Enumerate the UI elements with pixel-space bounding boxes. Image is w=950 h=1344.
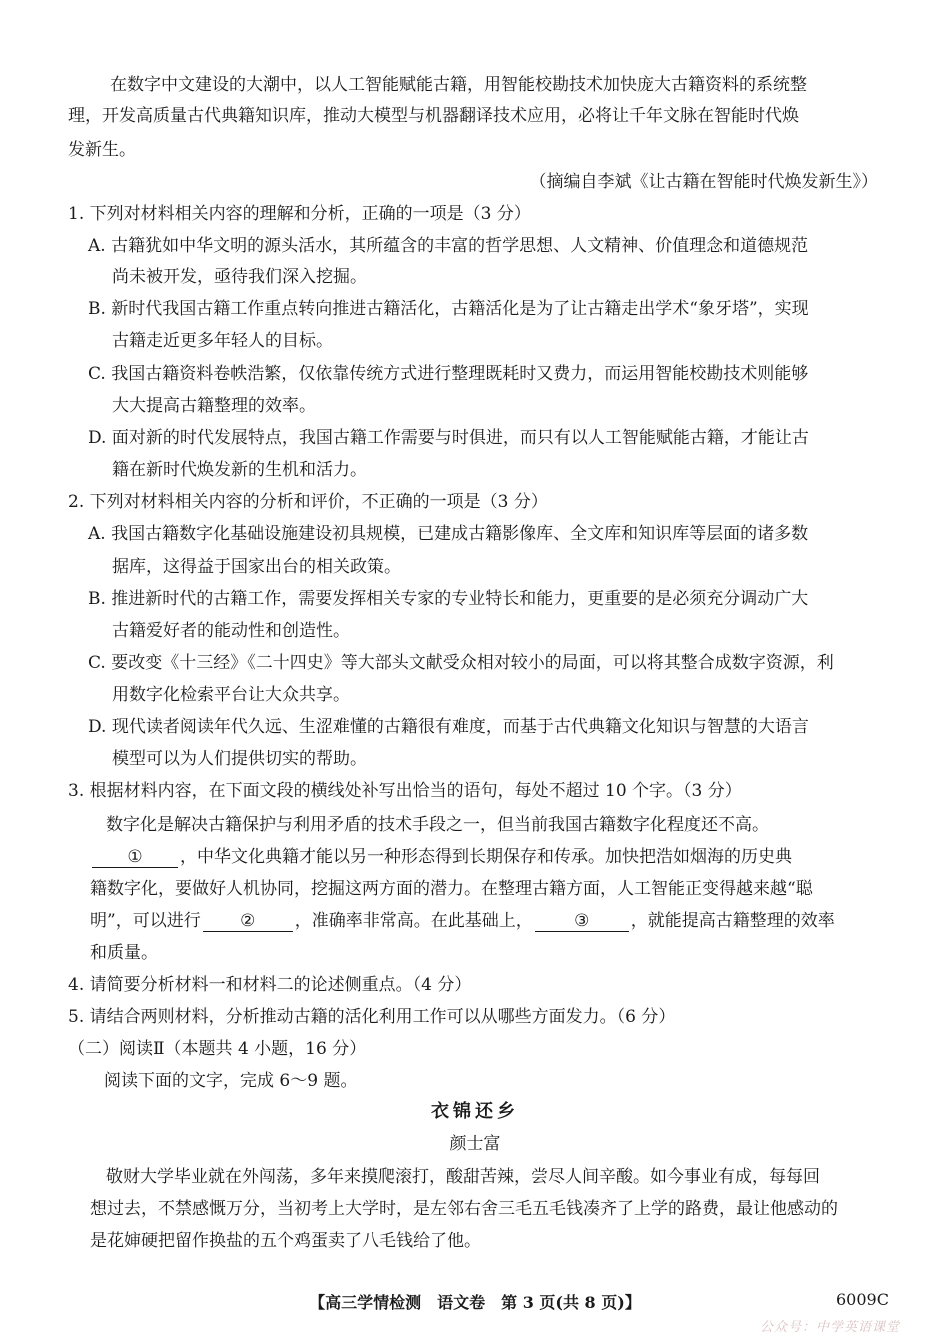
q2-option-b-line-1: B. 推进新时代的古籍工作，需要发挥相关专家的专业特长和能力，更重要的是必须充分调动广大 [88, 589, 809, 609]
q3-stem: 3. 根据材料内容，在下面文段的横线处补写出恰当的语句，每处不超过 10 个字。（3 分） [68, 781, 742, 801]
q3-text-line-2 [0, 846, 950, 868]
intro-source: （摘编自李斌《让古籍在智能时代焕发新生》） [529, 172, 878, 192]
q3-blank-2[interactable]: ② [203, 911, 293, 932]
page-footer: 【高三学情检测 语文卷 第 3 页(共 8 页)】 [309, 1293, 641, 1312]
section2-instruction: 阅读下面的文字，完成 6～9 题。 [104, 1071, 358, 1091]
q3-text-line-4 [0, 910, 950, 932]
q3-text-line-3: 籍数字化，要做好人机协同，挖掘这两方面的潜力。在整理古籍方面，人工智能正变得越来越“聪 [90, 879, 813, 899]
q1-option-d-line-2: 籍在新时代焕发新的生机和活力。 [112, 460, 367, 480]
section2-heading: （二）阅读Ⅱ（本题共 4 小题，16 分） [68, 1039, 367, 1059]
q1-option-c-line-2: 大大提高古籍整理的效率。 [112, 396, 316, 416]
q1-stem: 1. 下列对材料相关内容的理解和分析，正确的一项是（3 分） [68, 204, 531, 224]
q2-option-c-line-2: 用数字化检索平台让大众共享。 [112, 685, 350, 705]
story-author: 颜士富 [449, 1134, 501, 1154]
intro-line-3: 发新生。 [68, 140, 136, 160]
q3-text-line-1: 数字化是解决古籍保护与利用矛盾的技术手段之一，但当前我国古籍数字化程度还不高。 [106, 815, 769, 835]
q2-option-a-line-1: A. 我国古籍数字化基础设施建设初具规模，已建成古籍影像库、全文库和知识库等层面的诸多数 [88, 524, 809, 544]
q2-option-c-line-1: C. 要改变《十三经》《二十四史》等大部头文献受众相对较小的局面，可以将其整合成数字资源，利 [88, 653, 834, 673]
story-title: 衣锦还乡 [431, 1101, 519, 1122]
q2-stem: 2. 下列对材料相关内容的分析和评价，不正确的一项是（3 分） [68, 492, 548, 512]
intro-line-2: 理，开发高质量古代典籍知识库，推动大模型与机器翻译技术应用，必将让千年文脉在智能时代焕 [68, 106, 799, 126]
q1-option-b-line-1: B. 新时代我国古籍工作重点转向推进古籍活化，古籍活化是为了让古籍走出学术“象牙塔”，实现 [88, 299, 809, 319]
q1-option-c-line-1: C. 我国古籍资料卷帙浩繁，仅依靠传统方式进行整理既耗时又费力，而运用智能校勘技术则能够 [88, 364, 809, 384]
q2-option-d-line-1: D. 现代读者阅读年代久远、生涩难懂的古籍很有难度，而基于古代典籍文化知识与智慧的大语言 [88, 717, 809, 737]
q2-option-d-line-2: 模型可以为人们提供切实的帮助。 [112, 749, 367, 769]
q3-line2-text: ，中华文化典籍才能以另一种形态得到长期保存和传承。加快把浩如烟海的历史典 [180, 847, 792, 867]
q1-option-a-line-1: A. 古籍犹如中华文明的源头活水，其所蕴含的丰富的哲学思想、人文精神、价值理念和道德规范 [88, 236, 809, 256]
q1-option-a-line-2: 尚未被开发，亟待我们深入挖掘。 [112, 267, 367, 287]
q3-text-line-5: 和质量。 [90, 943, 158, 963]
q4-stem: 4. 请简要分析材料一和材料二的论述侧重点。（4 分） [68, 975, 472, 995]
q3-line4-after: ，就能提高古籍整理的效率 [630, 911, 835, 931]
q3-blank-1[interactable]: ① [92, 847, 178, 868]
q3-line4-mid: ，准确率非常高。在此基础上， [294, 911, 533, 931]
paper-code: 6009C [836, 1290, 889, 1309]
q2-option-b-line-2: 古籍爱好者的能动性和创造性。 [112, 621, 350, 641]
story-line-1: 敬财大学毕业就在外闯荡，多年来摸爬滚打，酸甜苦辣，尝尽人间辛酸。如今事业有成，每每回 [106, 1167, 820, 1187]
q3-blank-3[interactable]: ③ [535, 911, 629, 932]
story-line-2: 想过去，不禁感慨万分，当初考上大学时，是左邻右舍三毛五毛钱凑齐了上学的路费，最让他感动的 [90, 1199, 838, 1219]
q5-stem: 5. 请结合两则材料，分析推动古籍的活化利用工作可以从哪些方面发力。（6 分） [68, 1007, 676, 1027]
intro-line-1: 在数字中文建设的大潮中，以人工智能赋能古籍，用智能校勘技术加快庞大古籍资料的系统整 [110, 75, 807, 95]
q1-option-b-line-2: 古籍走近更多年轻人的目标。 [112, 331, 333, 351]
watermark: 公众号：中学英语课堂 [760, 1320, 901, 1335]
q2-option-a-line-2: 据库，这得益于国家出台的相关政策。 [112, 557, 401, 577]
q3-line4-before: 明”，可以进行 [90, 911, 201, 931]
story-line-3: 是花婶硬把留作换盐的五个鸡蛋卖了八毛钱给了他。 [90, 1231, 481, 1251]
q1-option-d-line-1: D. 面对新的时代发展特点，我国古籍工作需要与时俱进，而只有以人工智能赋能古籍，才能让古 [88, 428, 809, 448]
